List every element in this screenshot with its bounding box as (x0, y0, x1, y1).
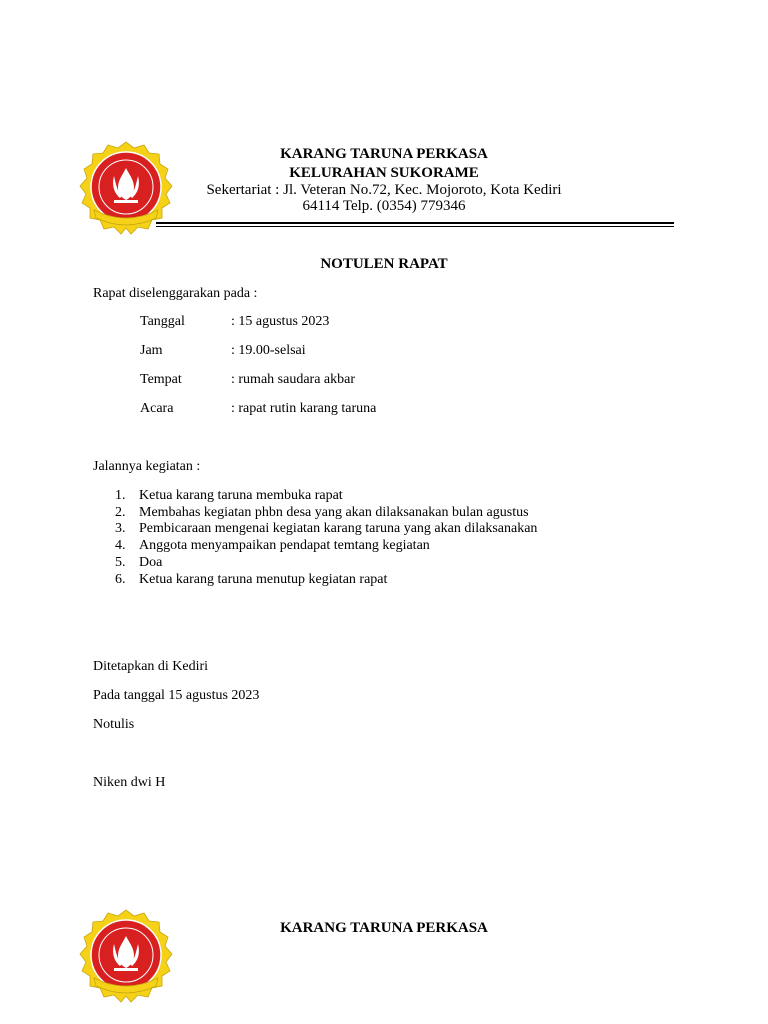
detail-value: : 19.00-selsai (231, 343, 306, 358)
detail-label: Tempat (140, 372, 182, 387)
closing-role: Notulis (93, 717, 135, 732)
header-rule-thin (156, 226, 674, 227)
detail-label: Acara (140, 401, 174, 416)
header-rule-thick (156, 222, 674, 224)
document-title: NOTULEN RAPAT (320, 256, 448, 272)
signer-name: Niken dwi H (93, 775, 166, 790)
org-name: KARANG TARUNA PERKASA (280, 146, 488, 162)
activities-heading: Jalannya kegiatan : (93, 459, 201, 474)
activities-list (93, 488, 537, 588)
list-item: 6. Ketua karang taruna menutup kegiatan rapat (115, 571, 388, 587)
address-line-1: Sekertariat : Jl. Veteran No.72, Kec. Mojoroto, Kota Kediri (206, 182, 562, 198)
detail-value: : rumah saudara akbar (231, 372, 355, 387)
karang-taruna-logo (76, 140, 176, 240)
detail-value: : rapat rutin karang taruna (231, 401, 377, 416)
detail-value: : 15 agustus 2023 (231, 314, 330, 329)
closing-place: Ditetapkan di Kediri (93, 659, 209, 674)
list-item: 2. Membahas kegiatan phbn desa yang akan dilaksanakan bulan agustus (115, 504, 529, 520)
intro-text: Rapat diselenggarakan pada : (93, 286, 258, 301)
list-item: 5. Doa (115, 554, 163, 570)
address-line-2: 64114 Telp. (0354) 779346 (302, 198, 466, 214)
list-item: 4. Anggota menyampaikan pendapat temtang kegiatan (115, 538, 430, 554)
detail-label: Tanggal (140, 314, 185, 329)
detail-label: Jam (140, 343, 163, 358)
closing-date: Pada tanggal 15 agustus 2023 (93, 688, 260, 703)
list-item: 3. Pembicaraan mengenai kegiatan karang taruna yang akan dilaksanakan (115, 521, 538, 537)
kelurahan-name: KELURAHAN SUKORAME (289, 165, 479, 181)
next-page-org-name: KARANG TARUNA PERKASA (280, 920, 488, 936)
list-item: 1. Ketua karang taruna membuka rapat (115, 488, 343, 503)
karang-taruna-logo (76, 908, 176, 1008)
